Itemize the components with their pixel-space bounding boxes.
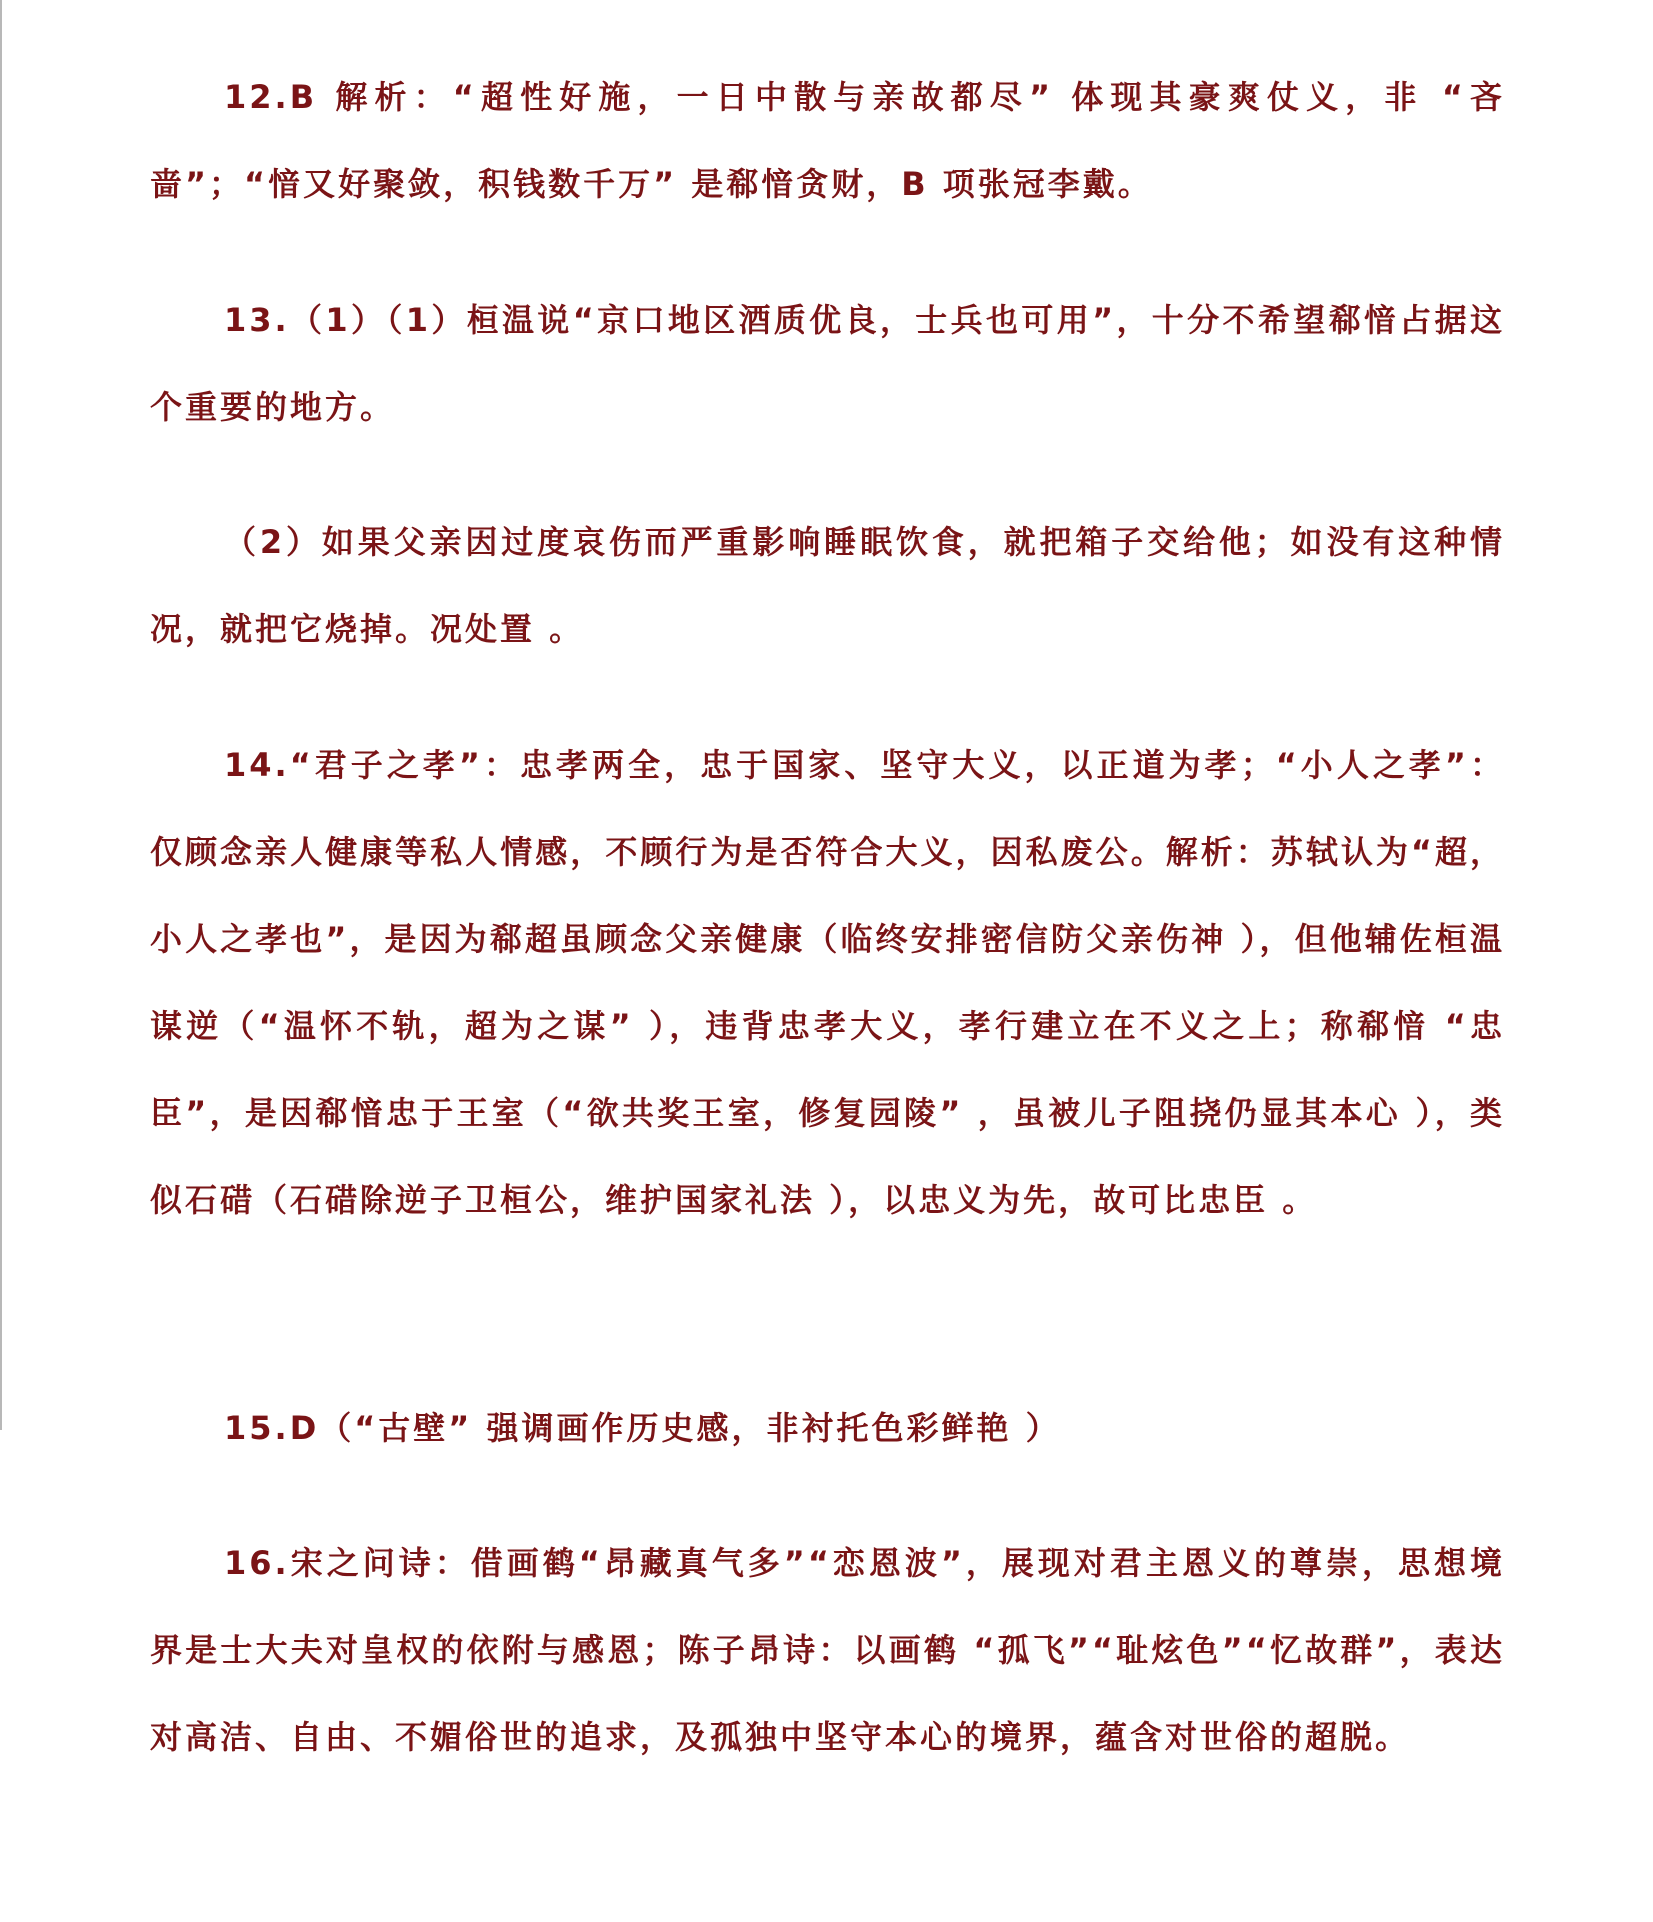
answer-13-part-2: （2）如果父亲因过度哀伤而严重影响睡眠饮食，就把箱子交给他；如没有这种情况，就把它烧掉。况处置 。 xyxy=(150,523,1505,648)
answer-12: 12.B 解析：“超性好施，一日中散与亲故都尽” 体现其豪爽仗义，非 “吝啬”；“愔又好聚敛，积钱数千万” 是郗愔贪财，B 项张冠李戴。 xyxy=(150,78,1505,203)
answer-14: 14.“君子之孝”：忠孝两全，忠于国家、坚守大义，以正道为孝；“小人之孝”：仅顾念亲人健康等私人情感，不顾行为是否符合大义，因私废公。解析：苏轼认为“超，小人之孝也”，是因为郗超虽顾念父亲健康（临终安排密信防父亲伤神 ），但他辅佐桓温谋逆（“温怀不轨，超为之谋” ），违背忠孝大义，孝行建立在不义之上；称郗愔 “忠臣”，是因郗愔忠于王室（“欲共奖王室，修复园陵” ，虽被儿子阻挠仍显其本心 ），类似石碏（石碏除逆子卫桓公，维护国家礼法 ），以忠义为先，故可比忠臣 。 xyxy=(150,746,1505,1219)
answer-16: 16.宋之问诗：借画鹤“昂藏真气多”“恋恩波”，展现对君主恩义的尊崇，思想境界是士大夫对皇权的依附与感恩；陈子昂诗：以画鹤 “孤飞”“耻炫色”“忆故群”，表达对高洁、自由、不媚俗世的追求，及孤独中坚守本心的境界，蕴含对世俗的超脱。 xyxy=(150,1544,1505,1756)
page-edge-divider xyxy=(0,0,2,1430)
answer-15: 15.D（“古壁” 强调画作历史感，非衬托色彩鲜艳 ） xyxy=(224,1409,1061,1447)
answer-13-part-1: 13.（1）（1）桓温说“京口地区酒质优良，士兵也可用”，十分不希望郗愔占据这个重要的地方。 xyxy=(150,301,1505,426)
